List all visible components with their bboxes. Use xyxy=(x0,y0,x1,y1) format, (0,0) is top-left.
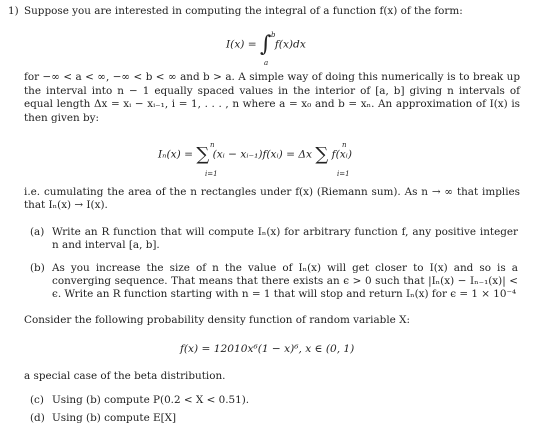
problem-intro: Suppose you are interested in computing the integral of a function f(x) of the form: xyxy=(24,5,463,17)
integral-sign: ∫ xyxy=(260,32,272,57)
integral-lower-limit: a xyxy=(264,59,269,67)
paragraph-riemann: i.e. cumulating the area of the n rectangles under f(x) (Riemann sum). As n → ∞ that implies that Iₙ(x) → I(x). xyxy=(24,186,520,212)
sum-lhs: Iₙ(x) = xyxy=(158,148,193,161)
part-d-text: Using (b) compute E[X] xyxy=(52,412,177,424)
part-d-label: (d) xyxy=(30,412,45,424)
sum2-lower-limit: i=1 xyxy=(337,170,350,178)
part-a-label: (a) xyxy=(30,226,45,238)
part-b-label: (b) xyxy=(30,262,45,274)
sum-sign-2: ∑ xyxy=(315,144,329,165)
sum2-upper-limit: n xyxy=(342,141,347,149)
problem-number: 1) xyxy=(8,5,19,17)
paragraph-pdf-intro: Consider the following probability density function of random variable X: xyxy=(24,314,410,326)
integral-upper-limit: b xyxy=(271,31,276,39)
integral-lhs: I(x) = xyxy=(226,38,257,51)
pdf-equation: f(x) = 12010x⁶(1 − x)⁶, x ∈ (0, 1) xyxy=(180,343,355,355)
sum-equation xyxy=(158,144,352,165)
part-c-text: Using (b) compute P(0.2 < X < 0.51). xyxy=(52,394,250,406)
sum-middle: (xᵢ − xᵢ₋₁)f(xᵢ) = Δx xyxy=(212,148,313,161)
integral-equation xyxy=(226,32,306,57)
part-a-text: Write an R function that will compute Iₙ(x) for arbitrary function f, any positive integer n and interval [a, b]. xyxy=(52,226,518,252)
paragraph-definition: for −∞ < a < ∞, −∞ < b < ∞ and b > a. A simple way of doing this numerically is to break up the interval into n − 1 equally spaced values in the interior of [a, b] giving n intervals of equal length Δx = xᵢ − xᵢ₋₁, i = 1, . . . , n where a = x₀ and b = xₙ. An approximation of I(x) is then given by: xyxy=(24,71,520,124)
sum1-upper-limit: n xyxy=(210,141,215,149)
paragraph-beta-note: a special case of the beta distribution. xyxy=(24,370,226,382)
integral-rhs: f(x)dx xyxy=(274,38,306,51)
part-c-label: (c) xyxy=(30,394,44,406)
sum-sign-1: ∑ xyxy=(196,144,210,165)
part-b-text: As you increase the size of n the value of Iₙ(x) will get closer to I(x) and so is a converging sequence. That means that there exists an ϵ > 0 such that |Iₙ(x) − Iₙ₋₁(x)| < ϵ. Write an R function starting with n = 1 that will stop and return Iₙ(x) for ϵ = 1 × 10⁻⁴ xyxy=(52,262,518,301)
sum1-lower-limit: i=1 xyxy=(205,170,218,178)
sum-rhs: f(xᵢ) xyxy=(331,148,352,161)
